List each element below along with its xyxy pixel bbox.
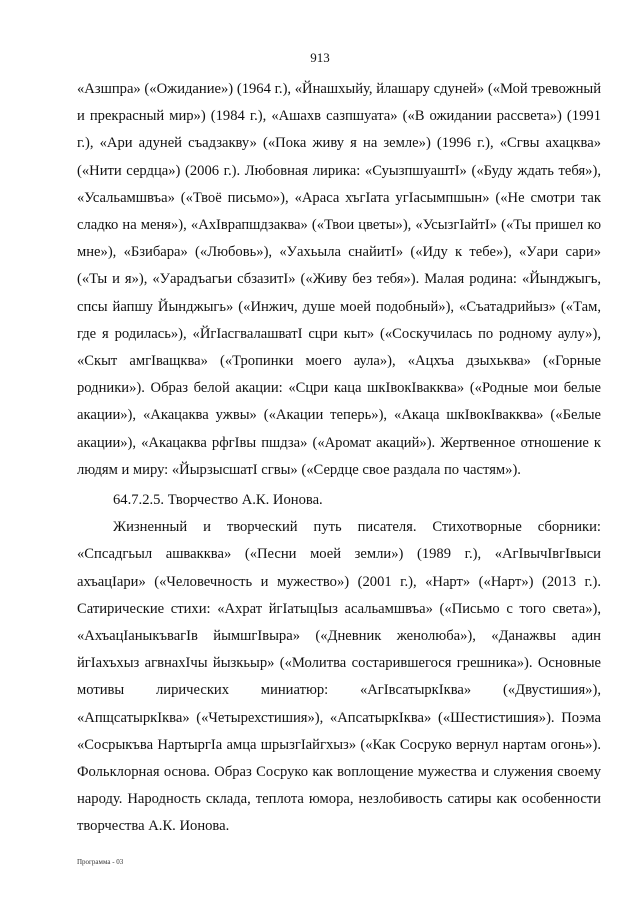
document-body	[77, 76, 601, 841]
section-heading: 64.7.2.5. Творчество А.К. Ионова.	[113, 492, 323, 509]
paragraph-poems-list: «Азшпра» («Ожидание») (1964 г.), «Йнашхыйу, йлашару сдуней» («Мой тревожный и прекрасный мир») (1984 г.), «Ашахв сазпшуата» («В ожидании рассвета») (1991 г.), «Ари адуней съадзакву» («Пока живу я на земле») (1996 г.), «Сгвы ахацква» («Нити сердца») (2006 г.). Любовная лирика: «СуызпшуаштI» («Буду ждать тебя»), «Усальамшвъа» («Твоё письмо»), «Араса хъгIата угIасымпшын» («Не смотри так сладко на меня»), «АхIврапшдзаква» («Твои цветы»), «УсызгIайтI» («Ты пришел ко мне»), «Бзибара» («Любовь»), «Уахьыла снайитI» («Иду к тебе»), «Уари сари» («Ты и я»), «Уарадъагьи сбзазитI» («Живу без тебя»). Малая родина: «Йынджыгь, спсы йапшу Йынджыгь» («Инжич, душе моей подобный»), «Съатадрийыз» («Там, где я родилась»), «ЙгIасгвалашватI сцри кыт» («Соскучилась по родному аулу»), «Скыт амгIващква» («Тропинки моего аула»), «Ацхъа дзыхьква» («Горные родники»). Образ белой акации: «Сцри каца шкIвокIвакква» («Родные мои белые акации»), «Акацаква ужвы» («Акации теперь»), «Акаца шкIвокIвакква» («Белые акации»), «Акацаква рфгIвы пшдза» («Аромат акаций»). Жертвенное отношение к людям и миру: «ЙырзысшатI сгвы» («Сердце свое раздала по частям»).	[77, 81, 601, 478]
paragraph-ionov: Жизненный и творческий путь писателя. Стихотворные сборники: «Спсадгьыл ашвакква» («Песни моей земли») (1989 г.), «АгIвычIвгIвыси ахъацIари» («Человечность и мужество») (2001 г.), «Нарт» («Нарт») (2013 г.). Сатирические стихи: «Ахрат йгIатыцIыз асальамшвъа» («Письмо с того света»), «АхъацIаныкъвагIв йымшгIвыра» («Дневник женолюба»), «Данажвы адин йгIахъхыз агвнахIчы йызкьыр» («Молитва состарившегося грешника»). Основные мотивы лирических миниатюр: «АгIвсатыркIква» («Двустишия»), «АпщсатыркIква» («Четырехстишия»), «АпсатыркIква» («Шестистишия»). Поэма «Сосрыкъва НартыргIа амца шрызгIайгхыз» («Как Сосруко вернул нартам огонь»). Фольклорная основа. Образ Сосруко как воплощение мужества и служения своему народу. Народность склада, теплота юмора, незлобивость сатиры как особенности творчества А.К. Ионова.	[77, 519, 601, 835]
page-number: 913	[310, 50, 330, 65]
footer-note: Программа - 03	[77, 858, 124, 866]
